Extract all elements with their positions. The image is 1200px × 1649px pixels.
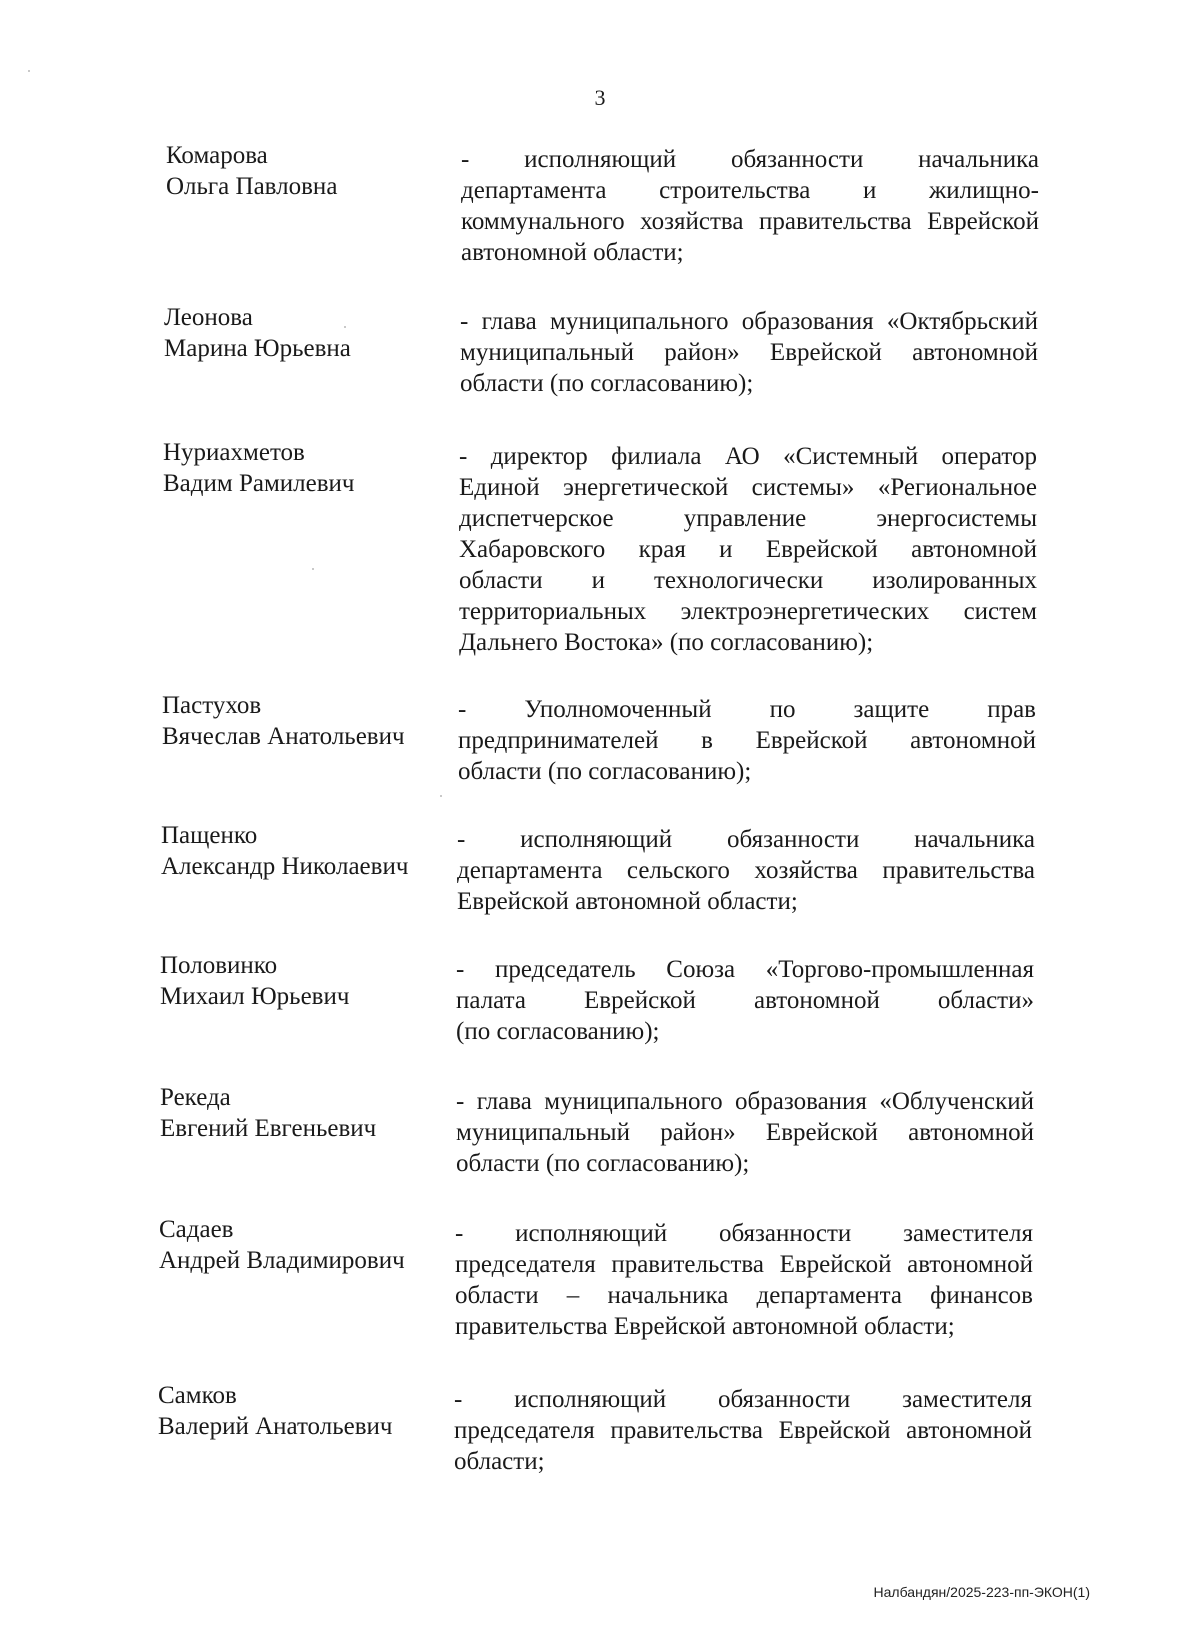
position-line: - Уполномоченный по защите прав <box>458 696 1036 723</box>
position-line: департамента сельского хозяйства правительства <box>457 857 1035 884</box>
member-name <box>159 1214 449 1276</box>
position-line: - председатель Союза «Торгово-промышленная <box>456 956 1034 983</box>
position-line: Дальнего Востока» (по согласованию); <box>459 629 874 656</box>
position-line: коммунального хозяйства правительства Еврейской <box>461 208 1039 235</box>
member-surname: Самков <box>158 1382 237 1409</box>
member-position <box>458 694 1036 787</box>
position-line: - исполняющий обязанности заместителя <box>454 1386 1032 1413</box>
position-line: области – начальника департамента финансов <box>455 1282 1033 1309</box>
member-given-names: Александр Николаевич <box>161 853 409 880</box>
position-line: диспетчерское управление энергосистемы <box>459 505 1037 532</box>
member-given-names: Вячеслав Анатольевич <box>162 723 405 750</box>
position-line: председателя правительства Еврейской автономной <box>454 1417 1032 1444</box>
member-position <box>456 954 1034 1047</box>
member-position <box>461 144 1039 268</box>
member-name <box>162 690 452 752</box>
position-line: Единой энергетической системы» «Региональное <box>459 474 1037 501</box>
position-line: муниципальный район» Еврейской автономной <box>460 339 1038 366</box>
position-line: области (по согласованию); <box>460 370 754 397</box>
member-name <box>161 820 451 882</box>
member-given-names: Михаил Юрьевич <box>160 983 350 1010</box>
member-surname: Пастухов <box>162 692 262 719</box>
member-name <box>164 302 454 364</box>
member-given-names: Вадим Рамилевич <box>163 470 355 497</box>
position-line: - директор филиала АО «Системный оператор <box>459 443 1037 470</box>
position-line: области; <box>454 1448 545 1475</box>
position-line: - исполняющий обязанности заместителя <box>455 1220 1033 1247</box>
member-given-names: Андрей Владимирович <box>159 1247 405 1274</box>
scan-speck <box>344 326 346 328</box>
scan-speck <box>440 795 442 797</box>
member-given-names: Ольга Павловна <box>166 173 338 200</box>
member-given-names: Евгений Евгеньевич <box>160 1115 377 1142</box>
member-name <box>160 950 450 1012</box>
member-surname: Леонова <box>164 304 253 331</box>
member-surname: Пащенко <box>161 822 258 849</box>
document-reference-footer: Налбандян/2025-223-пп-ЭКОН(1) <box>873 1584 1090 1600</box>
position-line: департамента строительства и жилищно- <box>461 177 1039 204</box>
member-name <box>158 1380 448 1442</box>
position-line: - глава муниципального образования «Октябрьский <box>460 308 1038 335</box>
member-position <box>455 1218 1033 1342</box>
position-line: территориальных электроэнергетических систем <box>459 598 1037 625</box>
member-surname: Нуриахметов <box>163 439 305 466</box>
position-line: правительства Еврейской автономной области; <box>455 1313 955 1340</box>
member-surname: Комарова <box>166 142 268 169</box>
position-line: области (по согласованию); <box>456 1150 750 1177</box>
member-given-names: Марина Юрьевна <box>164 335 351 362</box>
member-position <box>456 1086 1034 1179</box>
member-position <box>460 306 1038 399</box>
member-surname: Половинко <box>160 952 278 979</box>
position-line: (по согласованию); <box>456 1018 660 1045</box>
position-line: предпринимателей в Еврейской автономной <box>458 727 1036 754</box>
member-name <box>166 140 456 202</box>
member-position <box>457 824 1035 917</box>
position-line: Хабаровского края и Еврейской автономной <box>459 536 1037 563</box>
position-line: Еврейской автономной области; <box>457 888 798 915</box>
member-given-names: Валерий Анатольевич <box>158 1413 393 1440</box>
position-line: области (по согласованию); <box>458 758 752 785</box>
scan-speck <box>28 70 30 72</box>
position-line: муниципальный район» Еврейской автономной <box>456 1119 1034 1146</box>
position-line: палата Еврейской автономной области» <box>456 987 1034 1014</box>
member-name <box>163 437 453 499</box>
member-surname: Садаев <box>159 1216 234 1243</box>
member-surname: Рекеда <box>160 1084 231 1111</box>
page-number: 3 <box>594 85 606 110</box>
scan-speck <box>312 568 314 570</box>
position-line: - исполняющий обязанности начальника <box>461 146 1039 173</box>
member-position <box>454 1384 1032 1477</box>
position-line: - исполняющий обязанности начальника <box>457 826 1035 853</box>
position-line: области и технологически изолированных <box>459 567 1037 594</box>
member-position <box>459 441 1037 658</box>
position-line: председателя правительства Еврейской автономной <box>455 1251 1033 1278</box>
position-line: автономной области; <box>461 239 684 266</box>
member-name <box>160 1082 450 1144</box>
position-line: - глава муниципального образования «Облученский <box>456 1088 1034 1115</box>
